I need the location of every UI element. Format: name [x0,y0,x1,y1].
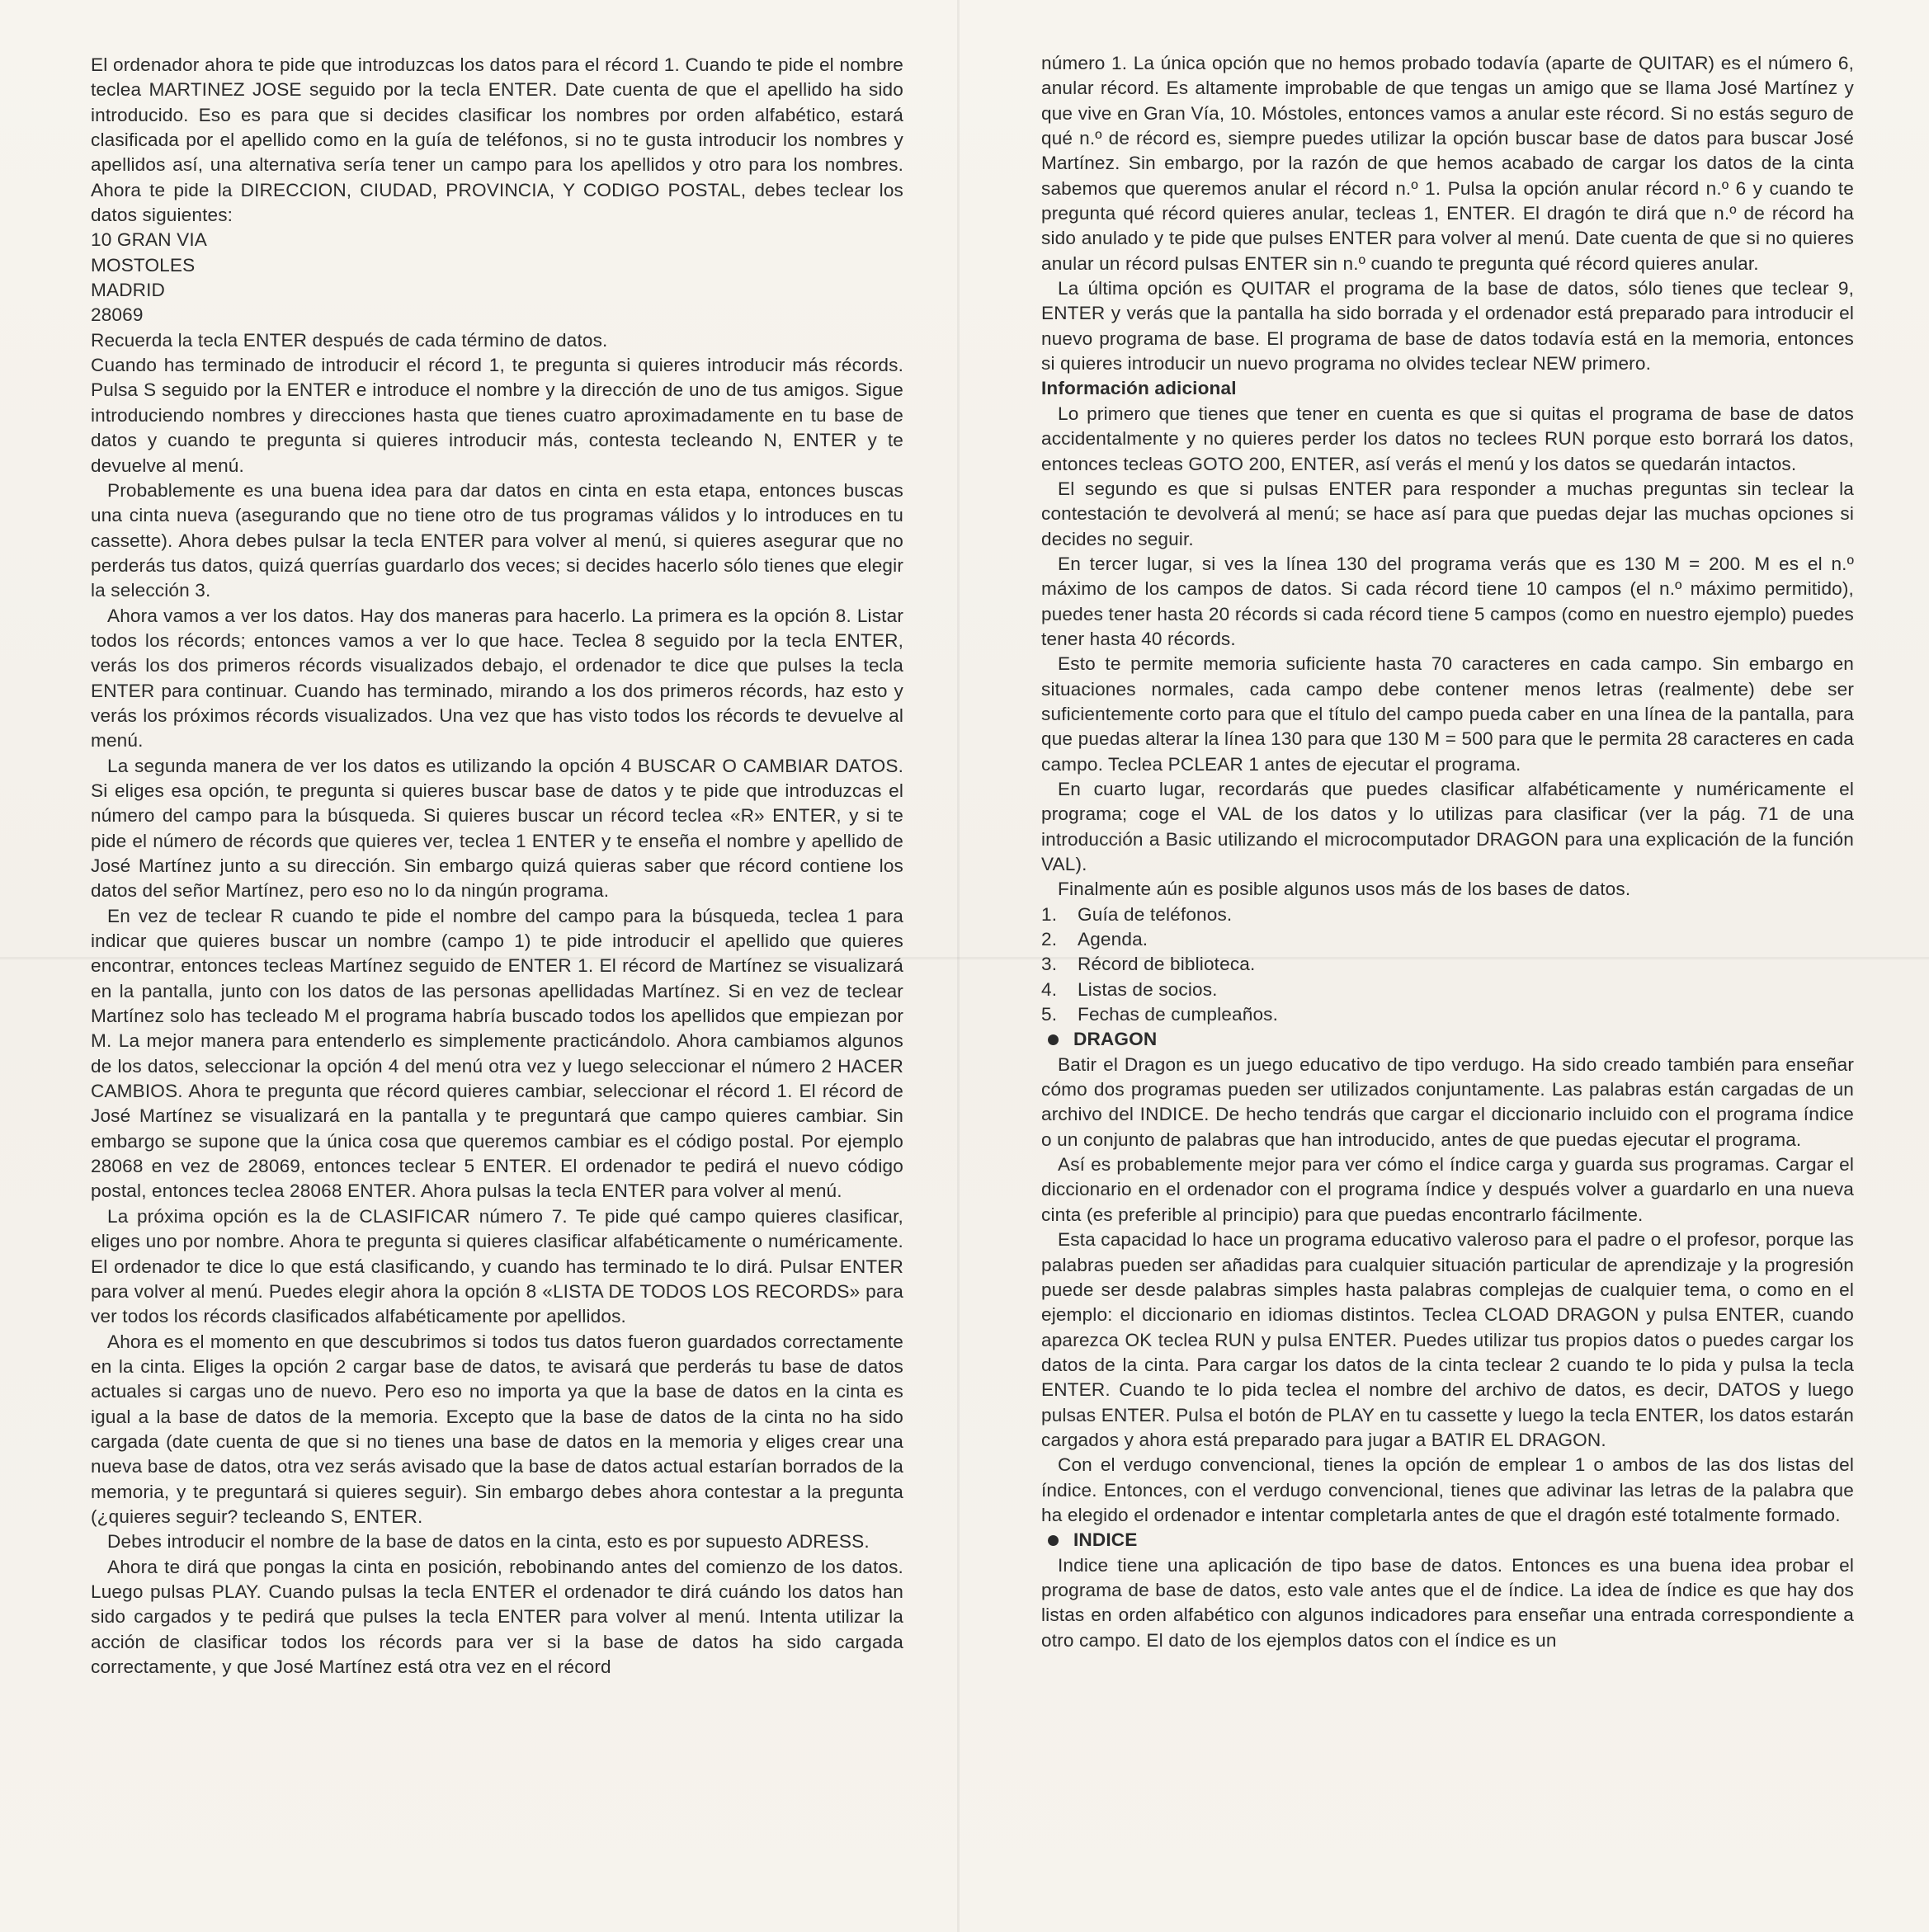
left-column [91,53,903,1680]
data-line: MOSTOLES [91,254,196,276]
paragraph: número 1. La única opción que no hemos probado todavía (aparte de QUITAR) es el número 6, anular récord. Es altamente improbable de que tengas un amigo que se llama José Martínez y que vive en Gran Vía, 10. Móstoles, entonces vamos a anular este récord. Si no estás seguro de qué n.º de récord es, siempre puedes utilizar la opción buscar base de datos para buscar José Martínez. Sin embargo, por la razón de que hemos acabado de cargar los datos de la cinta sabemos que queremos anular el récord n.º 1. Pulsa la opción anular récord n.º 6 y cuando te pregunta qué récord quieres anular, tecleas 1, ENTER. El dragón te dirá que n.º de récord ha sido anulado y te pide que pulses ENTER para volver al menú. Date cuenta de que si no quieres anular un récord pulsas ENTER sin n.º cuando te pregunta qué récord quieres anular. [1041,53,1854,274]
paragraph: Esta capacidad lo hace un programa educativo valeroso para el padre o el profesor, porque las palabras pueden ser añadidas para cualquier situación particular de aprendizaje y la progresión puede ser desde palabras simples hasta palabras complejas de cualquier tema, o como en el ejemplo: el diccionario en idiomas distintos. Teclea CLOAD DRAGON y pulsa ENTER, cuando aparezca OK teclea RUN y pulsa ENTER. Puedes utilizar tus propios datos o puedes cargar los datos de la cinta. Para cargar los datos de la cinta teclear 2 cuando te lo pida y pulsa la tecla ENTER. Cuando te lo pida teclea el nombre del archivo de datos, es decir, DATOS y luego pulsas ENTER. Pulsa el botón de PLAY en tu cassette y luego la tecla ENTER, los datos estarán cargados y ahora está preparado para jugar a BATIR EL DRAGON. [1041,1229,1854,1450]
list-text: Guía de teléfonos. [1078,903,1233,925]
paragraph: Batir el Dragon es un juego educativo de tipo verdugo. Ha sido creado también para enseñar cómo dos programas pueden ser utilizados conjuntamente. Las palabras están cargadas de un archivo del INDICE. De hecho tendrás que cargar el diccionario incluido con el programa índice o un conjunto de palabras que han introducido, antes de que puedas ejecutar el programa. [1041,1053,1854,1150]
paragraph: Debes introducir el nombre de la base de datos en la cinta, esto es por supuesto ADRESS. [107,1531,870,1553]
data-line: 28069 [91,304,144,326]
list-number: 3. [1041,954,1058,975]
list-text: Récord de biblioteca. [1078,954,1256,975]
paragraph: En cuarto lugar, recordarás que puedes clasificar alfabéticamente y numéricamente el programa; coge el VAL de los datos y lo utilizas para clasificar (ver la pág. 71 de una introducción a Basic utilizando el microcomputador DRAGON para una explicación de la función VAL). [1041,778,1854,874]
list-item [1041,978,1854,1002]
list-item [1041,952,1854,977]
list-number: 2. [1041,929,1058,950]
list-item [1041,1002,1854,1027]
paragraph: Ahora te dirá que pongas la cinta en posición, rebobinando antes del comienzo de los datos. Luego pulsas PLAY. Cuando pulsas la tecla ENTER el ordenador te dirá cuándo los datos han sido cargados y te pedirá que pulses la tecla ENTER para volver al menú. Intenta utilizar la acción de clasificar todos los récords para ver si la base de datos ha sido cargada correctamente, y que José Martínez está otra vez en el récord [91,1556,903,1677]
list-item [1041,927,1854,952]
paragraph: Indice tiene una aplicación de tipo base de datos. Entonces es una buena idea probar el programa de base de datos, esto vale antes que el de índice. La idea de índice es que hay dos listas en orden alfabético con algunos indicadores para enseñar una entrada correspondiente a otro campo. El dato de los ejemplos datos con el índice es un [1041,1554,1854,1651]
paragraph: La próxima opción es la de CLASIFICAR número 7. Te pide qué campo quieres clasificar, eliges uno por nombre. Ahora te pregunta si quieres clasificar alfabéticamente o numéricamente. El ordenador te dice lo que está clasificando, y cuando has terminado te lo dirá. Pulsar ENTER para volver al menú. Puedes elegir ahora la opción 8 «LISTA DE TODOS LOS RECORDS» para ver todos los récords clasificados alfabéticamente por apellidos. [91,1205,903,1327]
paragraph: Así es probablemente mejor para ver cómo el índice carga y guarda sus programas. Cargar el diccionario en el ordenador con el programa índice y después volver a guardarlo en una nueva cinta (es preferible al principio) para que puedas encontrarlo fácilmente. [1041,1154,1854,1225]
list-text: Listas de socios. [1078,978,1218,1000]
paragraph: La segunda manera de ver los datos es utilizando la opción 4 BUSCAR O CAMBIAR DATOS. Si eliges esa opción, te pregunta si quieres buscar base de datos y te pide que introduzcas el número del campo para la búsqueda. Si quieres buscar un récord teclea «R» ENTER, y si te pide el número de récords que quieres ver, teclea 1 ENTER y te enseña el nombre y apellido de José Martínez junto a su dirección. Sin embargo quizá quieras saber que récord contiene los datos del señor Martínez, pero eso no lo da ningún programa. [91,755,903,902]
paragraph: Cuando has terminado de introducir el récord 1, te pregunta si quieres introducir más récords. Pulsa S seguido por la ENTER e introduce el nombre y la dirección de uno de tus amigos. Sigue introduciendo nombres y direcciones hasta que tienes cuatro aproximadamente en tu base de datos y cuando te pregunta si quieres introducir más, contesta tecleando N, ENTER y te devuelve al menú. [91,355,903,476]
section-heading-info: Información adicional [1041,378,1237,399]
paragraph: Finalmente aún es posible algunos usos más de los bases de datos. [1058,879,1631,900]
paragraph: La última opción es QUITAR el programa de la base de datos, sólo tienes que teclear 9, ENTER y verás que la pantalla ha sido borrada y el ordenador está preparado para introducir el nuevo programa de base. El programa de base de datos todavía está en la memoria, entonces si quieres introducir un nuevo programa no olvides teclear NEW primero. [1041,278,1854,375]
paragraph: Ahora es el momento en que descubrimos si todos tus datos fueron guardados correctamente en la cinta. Eliges la opción 2 cargar base de datos, te avisará que perderás tu base de datos actuales si cargas uno de nuevo. Pero eso no importa ya que la base de datos en la cinta es igual a la base de datos de la memoria. Excepto que la base de datos de la cinta no ha sido cargada (date cuenta de que si no tienes una base de datos en la memoria y eliges crear una nueva base de datos, otra vez serás avisado que la base de datos actual estarían borrados de la memoria, y te preguntará si quieres seguir). Sin embargo debes ahora contestar a la pregunta (¿quieres seguir? tecleando S, ENTER. [91,1331,903,1527]
paragraph: Con el verdugo convencional, tienes la opción de emplear 1 o ambos de las dos listas del índice. Entonces, con el verdugo convencional, tienes que adivinar las letras de la palabra que ha elegido el ordenador e intentar completarla antes de que el dragón esté totalmente formado. [1041,1454,1854,1525]
paragraph: En vez de teclear R cuando te pide el nombre del campo para la búsqueda, teclea 1 para indicar que quieres buscar un nombre (campo 1) te pide introducir el apellido que quieres encontrar, entonces tecleas Martínez seguido de ENTER 1. El récord de Martínez se visualizará en la pantalla, junto con los datos de las personas apellidadas Martínez. Si en vez de teclear Martínez solo has tecleado M el programa habría buscado todos los apellidos que empiezan por M. La mejor manera para entenderlo es simplemente practicándolo. Ahora cambiamos algunos de los datos, seleccionar la opción 4 del menú otra vez y luego seleccionar el número 2 HACER CAMBIOS. Ahora te pregunta que récord quieres cambiar, seleccionar el récord 1. El récord de José Martínez se visualizará en la pantalla y te preguntará que campo quieres cambiar. Sin embargo se supone que la única cosa que queremos cambiar es el código postal. Por ejemplo 28068 en vez de 28069, entonces teclear 5 ENTER. El ordenador te pedirá el nuevo código postal, entonces teclea 28068 ENTER. Ahora pulsas la tecla ENTER para volver al menú. [91,905,903,1202]
paragraph: El ordenador ahora te pide que introduzcas los datos para el récord 1. Cuando te pide el nombre teclea MARTINEZ JOSE seguido por la tecla ENTER. Date cuenta de que el apellido ha sido introducido. Eso es para que si decides clasificar los nombres por orden alfabético, estará clasificada por el apellido como en la guía de teléfonos, si no te gusta introducir los nombres y apellidos así, una alternativa sería tener un campo para los apellidos y otro para los nombres. Ahora te pide la DIRECCION, CIUDAD, PROVINCIA, Y CODIGO POSTAL, debes teclear los datos siguientes: [91,54,903,226]
paragraph: El segundo es que si pulsas ENTER para responder a muchas preguntas sin teclear la contestación te devolverá al menú; se hace así para que puedas dejar las muchas opciones si decides no seguir. [1041,478,1854,549]
list-number: 1. [1041,903,1058,925]
list-text: Fechas de cumpleaños. [1078,1004,1279,1025]
list-number: 5. [1041,1004,1058,1025]
paragraph: Ahora vamos a ver los datos. Hay dos maneras para hacerlo. La primera es la opción 8. Listar todos los récords; entonces vamos a ver lo que hace. Teclea 8 seguido por la tecla ENTER, verás los dos primeros récords visualizados debajo, el ordenador te dice que pulses la tecla ENTER para continuar. Cuando has terminado, mirando a los dos primeros récords, haz esto y verás los próximos récords visualizados. Una vez que has visto todos los récords te devuelve al menú. [91,605,903,752]
paragraph: En tercer lugar, si ves la línea 130 del programa verás que es 130 M = 200. M es el n.º máximo de los campos de datos. Si cada récord tiene 10 campos (el n.º máximo permitido), puedes tener hasta 20 récords si cada récord tiene 5 campos (como en nuestro ejemplo) puedes tener hasta 40 récords. [1041,553,1854,649]
paragraph: Recuerda la tecla ENTER después de cada término de datos. [91,329,608,351]
paragraph: Esto te permite memoria suficiente hasta 70 caracteres en cada campo. Sin embargo en situaciones normales, cada campo debe contener menos letras (realmente) debe ser suficientemente corto para que el título del campo pueda caber en una línea de la pantalla, para que puedas alterar la línea 130 para que 130 M = 500 para que le permita 28 caracteres en cada campo. Teclea PCLEAR 1 antes de ejecutar el programa. [1041,653,1854,775]
heading-text: DRAGON [1073,1029,1158,1050]
data-line: MADRID [91,280,166,301]
right-column [1041,51,1854,1653]
bullet-icon [1048,1034,1059,1045]
bullet-icon [1048,1535,1059,1546]
list-number: 4. [1041,978,1058,1000]
heading-text: INDICE [1073,1529,1138,1551]
data-line: 10 GRAN VIA [91,229,208,251]
list-item [1041,902,1854,927]
list-text: Agenda. [1078,929,1148,950]
section-heading-dragon [1041,1027,1854,1052]
section-heading-indice [1041,1528,1854,1553]
paragraph: Probablemente es una buena idea para dar datos en cinta en esta etapa, entonces buscas una cinta nueva (asegurando que no tiene otro de tus programas válidos y lo introduces en tu cassette). Ahora debes pulsar la tecla ENTER para volver al menú, si quieres asegurar que no perderás tus datos, quizá querrías guardarlo dos veces; si decides hacerlo sólo tienes que elegir la selección 3. [91,479,903,601]
paragraph: Lo primero que tienes que tener en cuenta es que si quitas el programa de base de datos accidentalmente y no quieres perder los datos no teclees RUN porque esto borrará los datos, entonces tecleas GOTO 200, ENTER, así verás el menú y los datos se quedarán intactos. [1041,403,1854,474]
paper-fold-vertical [957,0,960,1932]
